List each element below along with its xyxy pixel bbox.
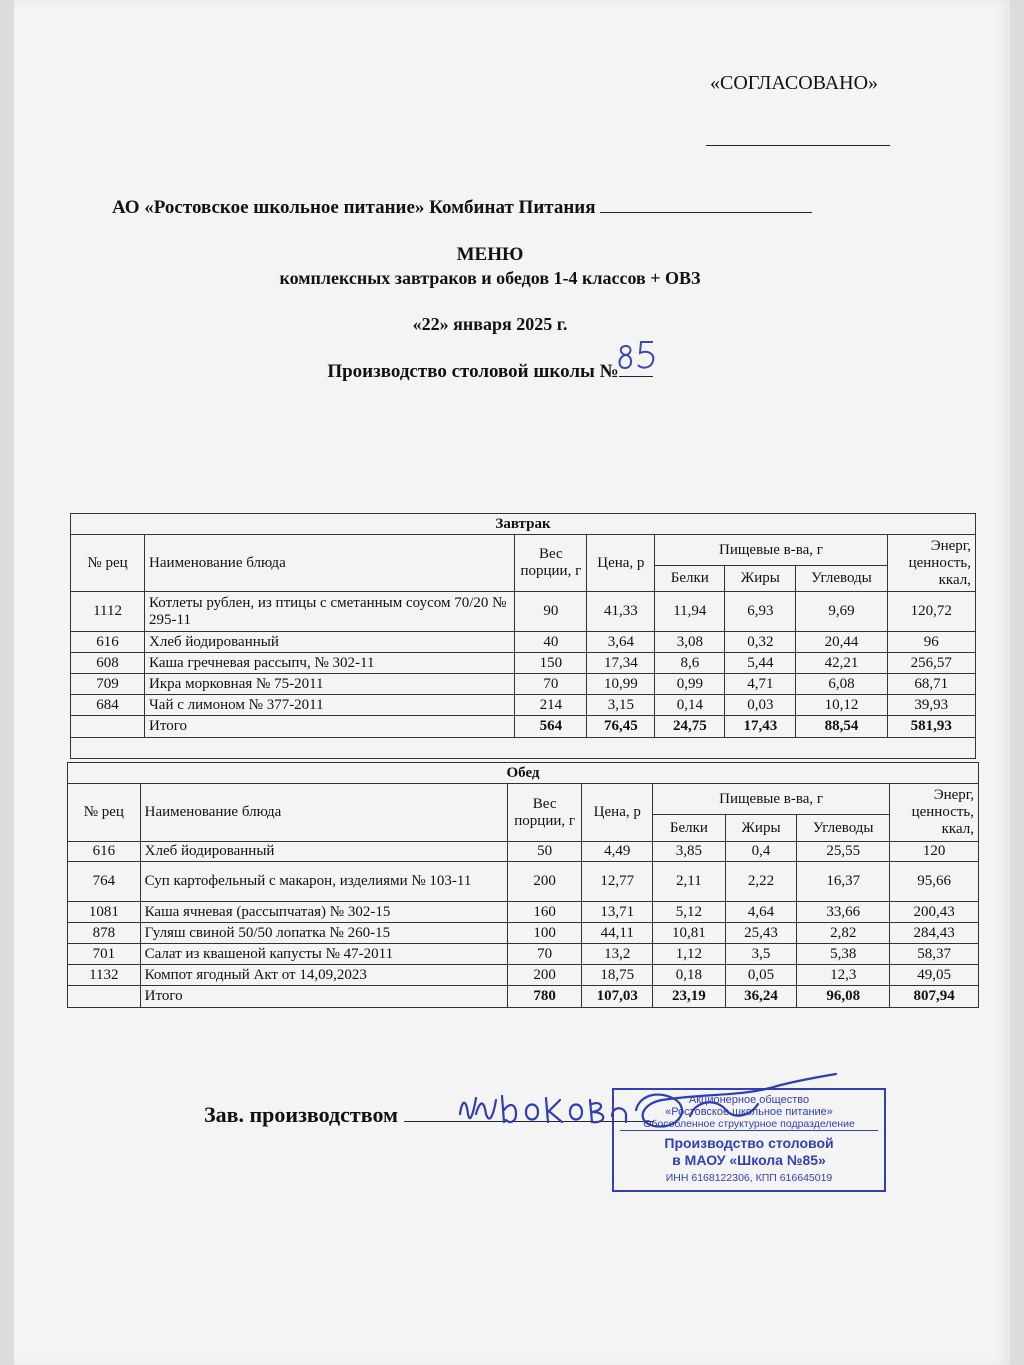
fat-cell: 0,05 [725, 965, 797, 986]
total-rec-cell [68, 986, 141, 1008]
carbs-cell: 6,08 [796, 674, 887, 695]
price-cell: 4,49 [582, 842, 653, 862]
protein-cell: 10,81 [653, 923, 726, 944]
lunch-section-title: Обед [68, 763, 979, 784]
rec-cell: 701 [68, 944, 141, 965]
price-cell: 3,64 [587, 632, 655, 653]
carbs-cell: 20,44 [796, 632, 887, 653]
dish-name-cell: Хлеб йодированный [140, 842, 507, 862]
col-name: Наименование блюда [140, 784, 507, 842]
total-rec-cell [71, 716, 145, 738]
protein-cell: 3,85 [653, 842, 726, 862]
price-cell: 10,99 [587, 674, 655, 695]
rec-cell: 1132 [68, 965, 141, 986]
carbs-cell: 25,55 [797, 842, 890, 862]
total-row [71, 716, 976, 738]
weight-cell: 214 [515, 695, 587, 716]
protein-cell: 2,11 [653, 862, 726, 902]
total-weight: 780 [507, 986, 582, 1008]
total-fat: 36,24 [725, 986, 797, 1008]
menu-subtitle: комплексных завтраков и обедов 1-4 классов + ОВЗ [279, 268, 701, 288]
weight-cell: 150 [515, 653, 587, 674]
col-energy: Энерг, ценность, ккал, [890, 784, 979, 842]
price-cell: 12,77 [582, 862, 653, 902]
table-row [68, 923, 979, 944]
rec-cell: 608 [71, 653, 145, 674]
fat-cell: 0,4 [725, 842, 797, 862]
organization-blank-line [600, 196, 812, 213]
organization-name: АО «Ростовское школьное питание» Комбинат Питания [112, 197, 596, 218]
rec-cell: 1112 [71, 592, 145, 632]
col-price: Цена, р [587, 535, 655, 592]
total-protein: 24,75 [655, 716, 725, 738]
col-carbs: Углеводы [796, 566, 887, 592]
total-row [68, 986, 979, 1008]
weight-cell: 90 [515, 592, 587, 632]
energy-cell: 120 [890, 842, 979, 862]
stamp-line: ИНН 6168122306, КПП 616645019 [665, 1172, 833, 1184]
col-nutrients: Пищевые в-ва, г [655, 535, 887, 566]
dish-name-cell: Котлеты рублен, из птицы с сметанным соусом 70/20 № 295-11 [145, 592, 515, 632]
stamp-line: Обособленное структурное подразделение [620, 1118, 878, 1131]
price-cell: 13,2 [582, 944, 653, 965]
carbs-cell: 5,38 [797, 944, 890, 965]
protein-cell: 1,12 [653, 944, 726, 965]
total-carbs: 88,54 [796, 716, 887, 738]
carbs-cell: 10,12 [796, 695, 887, 716]
col-rec: № рец [71, 535, 145, 592]
total-protein: 23,19 [653, 986, 726, 1008]
rec-cell: 764 [68, 862, 141, 902]
table-row [68, 944, 979, 965]
weight-cell: 50 [507, 842, 582, 862]
protein-cell: 3,08 [655, 632, 725, 653]
price-cell: 41,33 [587, 592, 655, 632]
col-price: Цена, р [582, 784, 653, 842]
total-fat: 17,43 [725, 716, 796, 738]
total-label: Итого [140, 986, 507, 1008]
table-row [68, 842, 979, 862]
dish-name-cell: Хлеб йодированный [145, 632, 515, 653]
dish-name-cell: Салат из квашеной капусты № 47-2011 [140, 944, 507, 965]
stamp-line: «Ростовское школьное питание» [665, 1106, 833, 1118]
col-energy: Энерг, ценность, ккал, [887, 535, 975, 592]
col-protein: Белки [655, 566, 725, 592]
rec-cell: 684 [71, 695, 145, 716]
table-row [71, 653, 976, 674]
weight-cell: 70 [515, 674, 587, 695]
dish-name-cell: Каша ячневая (рассыпчатая) № 302-15 [140, 902, 507, 923]
approved-signature-line [706, 145, 890, 146]
fat-cell: 25,43 [725, 923, 797, 944]
handwritten-signature-icon [440, 1070, 860, 1140]
fat-cell: 2,22 [725, 862, 797, 902]
col-name: Наименование блюда [145, 535, 515, 592]
col-nutrients: Пищевые в-ва, г [653, 784, 890, 815]
dish-name-cell: Каша гречневая рассыпч, № 302-11 [145, 653, 515, 674]
energy-cell: 120,72 [887, 592, 975, 632]
carbs-cell: 9,69 [796, 592, 887, 632]
organization-title [112, 196, 812, 219]
table-row [71, 674, 976, 695]
table-row [68, 902, 979, 923]
fat-cell: 0,32 [725, 632, 796, 653]
menu-title: МЕНЮ [456, 244, 524, 265]
weight-cell: 200 [507, 862, 582, 902]
col-weight: Вес порции, г [515, 535, 587, 592]
weight-cell: 200 [507, 965, 582, 986]
manager-label: Зав. производством [204, 1102, 399, 1127]
energy-cell: 58,37 [890, 944, 979, 965]
handwritten-85-icon [617, 338, 663, 374]
col-rec: № рец [68, 784, 141, 842]
protein-cell: 11,94 [655, 592, 725, 632]
dish-name-cell: Икра морковная № 75-2011 [145, 674, 515, 695]
total-energy: 581,93 [887, 716, 975, 738]
carbs-cell: 16,37 [797, 862, 890, 902]
protein-cell: 0,14 [655, 695, 725, 716]
fat-cell: 0,03 [725, 695, 796, 716]
price-cell: 44,11 [582, 923, 653, 944]
energy-cell: 68,71 [887, 674, 975, 695]
weight-cell: 160 [507, 902, 582, 923]
dish-name-cell: Чай с лимоном № 377-2011 [145, 695, 515, 716]
carbs-cell: 2,82 [797, 923, 890, 944]
price-cell: 17,34 [587, 653, 655, 674]
energy-cell: 39,93 [887, 695, 975, 716]
fat-cell: 5,44 [725, 653, 796, 674]
protein-cell: 0,99 [655, 674, 725, 695]
price-cell: 13,71 [582, 902, 653, 923]
dish-name-cell: Компот ягодный Акт от 14,09,2023 [140, 965, 507, 986]
weight-cell: 40 [515, 632, 587, 653]
fat-cell: 4,64 [725, 902, 797, 923]
section-spacer [71, 738, 976, 759]
col-fat: Жиры [725, 566, 796, 592]
col-protein: Белки [653, 815, 726, 842]
rec-cell: 709 [71, 674, 145, 695]
lunch-table [67, 762, 979, 1008]
breakfast-section-title: Завтрак [71, 514, 976, 535]
table-row [68, 862, 979, 902]
dish-name-cell: Гуляш свиной 50/50 лопатка № 260-15 [140, 923, 507, 944]
school-heading [0, 358, 980, 383]
breakfast-table [70, 513, 976, 759]
school-number-handwritten [619, 358, 653, 377]
energy-cell: 96 [887, 632, 975, 653]
dish-name-cell: Суп картофельный с макарон, изделиями № 103-11 [140, 862, 507, 902]
menu-date: «22» января 2025 г. [412, 314, 568, 334]
approved-label: «СОГЛАСОВАНО» [710, 72, 879, 94]
fat-cell: 6,93 [725, 592, 796, 632]
fat-cell: 4,71 [725, 674, 796, 695]
weight-cell: 100 [507, 923, 582, 944]
energy-cell: 284,43 [890, 923, 979, 944]
table-row [71, 695, 976, 716]
carbs-cell: 12,3 [797, 965, 890, 986]
protein-cell: 5,12 [653, 902, 726, 923]
energy-cell: 200,43 [890, 902, 979, 923]
protein-cell: 0,18 [653, 965, 726, 986]
total-energy: 807,94 [890, 986, 979, 1008]
total-label: Итого [145, 716, 515, 738]
price-cell: 3,15 [587, 695, 655, 716]
col-carbs: Углеводы [797, 815, 890, 842]
weight-cell: 70 [507, 944, 582, 965]
school-label: Производство столовой школы № [327, 361, 619, 382]
carbs-cell: 42,21 [796, 653, 887, 674]
col-weight: Вес порции, г [507, 784, 582, 842]
energy-cell: 95,66 [890, 862, 979, 902]
stamp-line: Акционерное общество [688, 1094, 810, 1106]
protein-cell: 8,6 [655, 653, 725, 674]
energy-cell: 256,57 [887, 653, 975, 674]
rec-cell: 616 [71, 632, 145, 653]
total-weight: 564 [515, 716, 587, 738]
energy-cell: 49,05 [890, 965, 979, 986]
col-fat: Жиры [725, 815, 797, 842]
total-price: 107,03 [582, 986, 653, 1008]
stamp-line: Производство столовой [664, 1135, 834, 1151]
total-carbs: 96,08 [797, 986, 890, 1008]
rec-cell: 616 [68, 842, 141, 862]
carbs-cell: 33,66 [797, 902, 890, 923]
rec-cell: 878 [68, 923, 141, 944]
table-row [71, 632, 976, 653]
price-cell: 18,75 [582, 965, 653, 986]
fat-cell: 3,5 [725, 944, 797, 965]
table-row [71, 592, 976, 632]
stamp-line: в МАОУ «Школа №85» [672, 1152, 826, 1168]
total-price: 76,45 [587, 716, 655, 738]
table-row [68, 965, 979, 986]
rec-cell: 1081 [68, 902, 141, 923]
